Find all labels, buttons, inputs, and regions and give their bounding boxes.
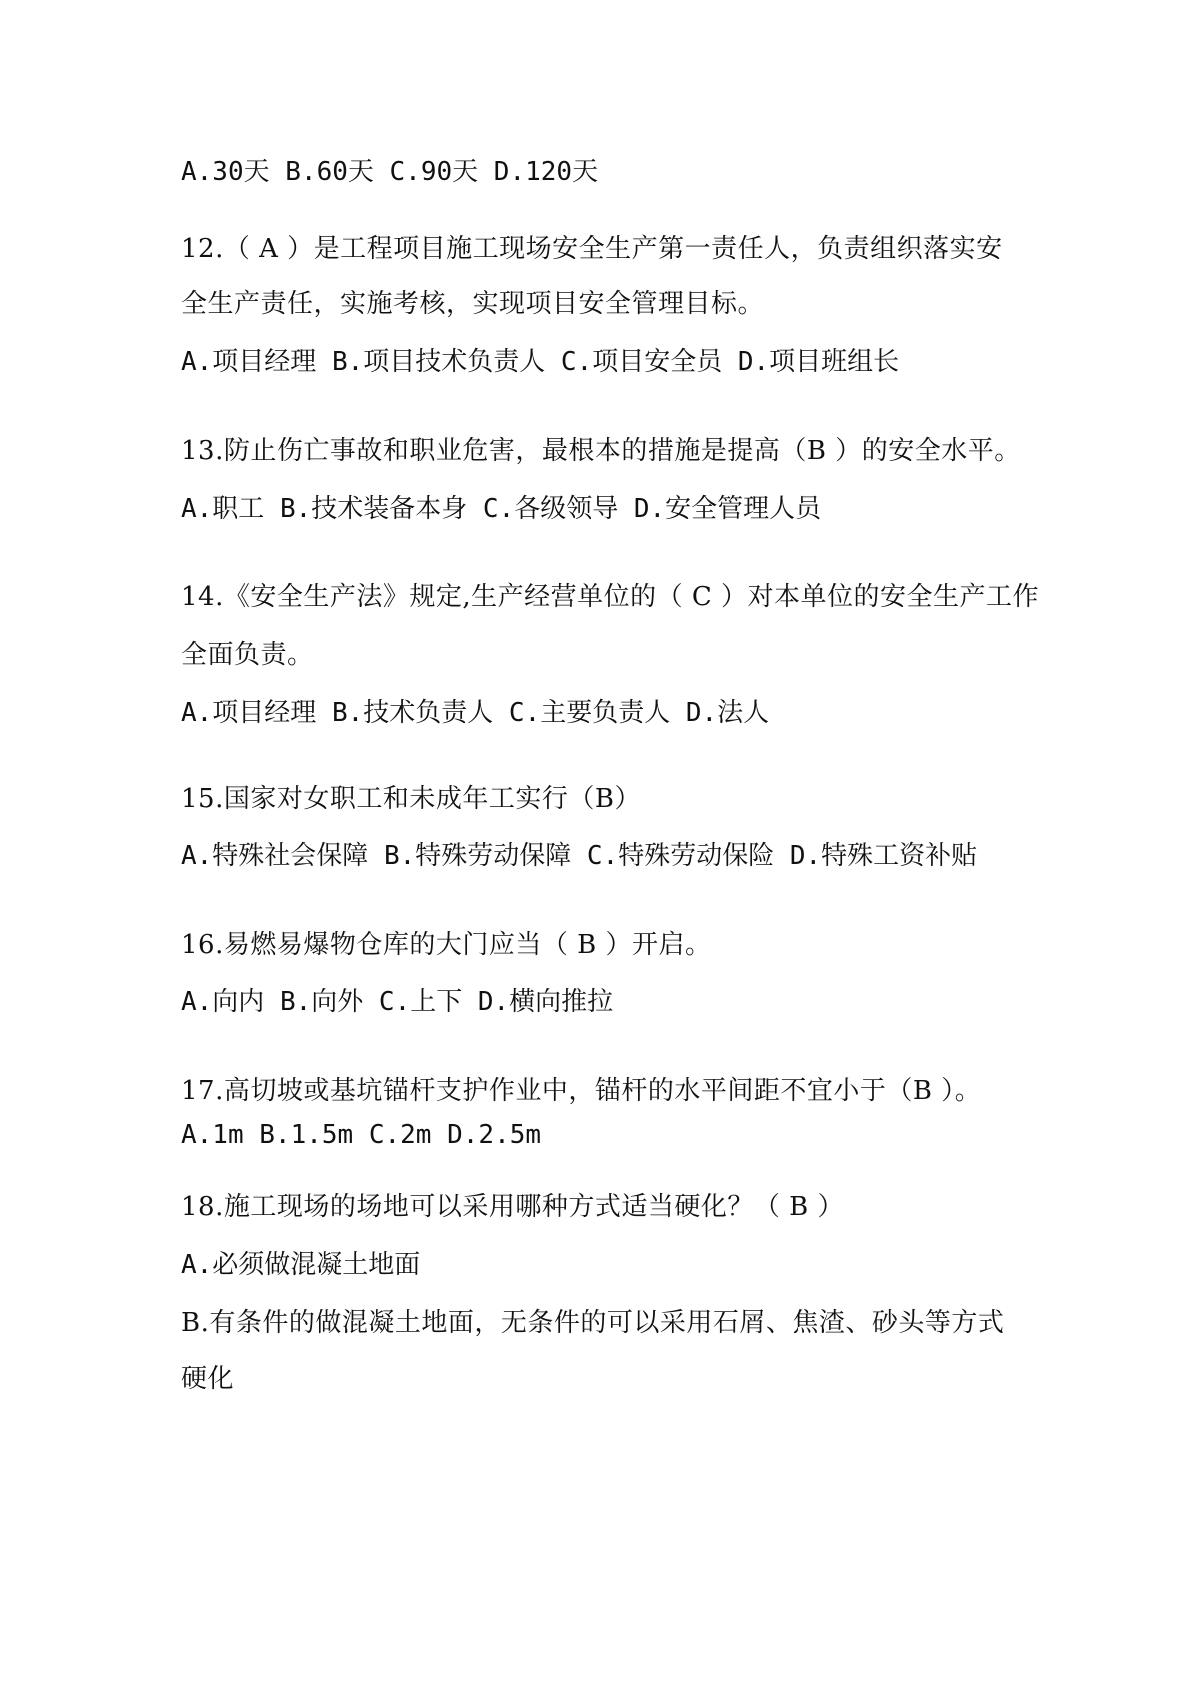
q14-stem-line-2: 全面负责。 <box>181 640 314 670</box>
q14-stem-line-1: 14.《安全生产法》规定,生产经营单位的（ C ）对本单位的安全生产工作 <box>181 582 1040 612</box>
q12-stem-line-2: 全生产责任，实施考核，实现项目安全管理目标。 <box>181 289 765 319</box>
q18-stem: 18.施工现场的场地可以采用哪种方式适当硬化？（ B ） <box>181 1192 844 1222</box>
q11-options: A.30天 B.60天 C.90天 D.120天 <box>181 157 599 187</box>
q13-stem: 13.防止伤亡事故和职业危害，最根本的措施是提高（B ）的安全水平。 <box>181 436 1021 466</box>
q17-options: A.1m B.1.5m C.2m D.2.5m <box>181 1120 542 1150</box>
q18-option-b-line-2: 硬化 <box>181 1364 235 1394</box>
q14-options: A.项目经理 B.技术负责人 C.主要负责人 D.法人 <box>181 698 770 728</box>
q13-options: A.职工 B.技术装备本身 C.各级领导 D.安全管理人员 <box>181 494 822 524</box>
q18-option-b-line-1: B.有条件的做混凝土地面，无条件的可以采用石屑、焦渣、砂头等方式 <box>181 1308 1005 1338</box>
q15-stem: 15.国家对女职工和未成年工实行（B） <box>181 784 641 814</box>
q16-options: A.向内 B.向外 C.上下 D.横向推拉 <box>181 987 614 1017</box>
q15-options: A.特殊社会保障 B.特殊劳动保障 C.特殊劳动保险 D.特殊工资补贴 <box>181 841 978 871</box>
q12-stem-line-1: 12.（ A ）是工程项目施工现场安全生产第一责任人，负责组织落实安 <box>181 234 1003 264</box>
q12-options: A.项目经理 B.项目技术负责人 C.项目安全员 D.项目班组长 <box>181 347 900 377</box>
q16-stem: 16.易燃易爆物仓库的大门应当（ B ）开启。 <box>181 930 712 960</box>
q18-option-a: A.必须做混凝土地面 <box>181 1250 421 1280</box>
q17-stem: 17.高切坡或基坑锚杆支护作业中，锚杆的水平间距不宜小于（B ）。 <box>181 1076 982 1106</box>
